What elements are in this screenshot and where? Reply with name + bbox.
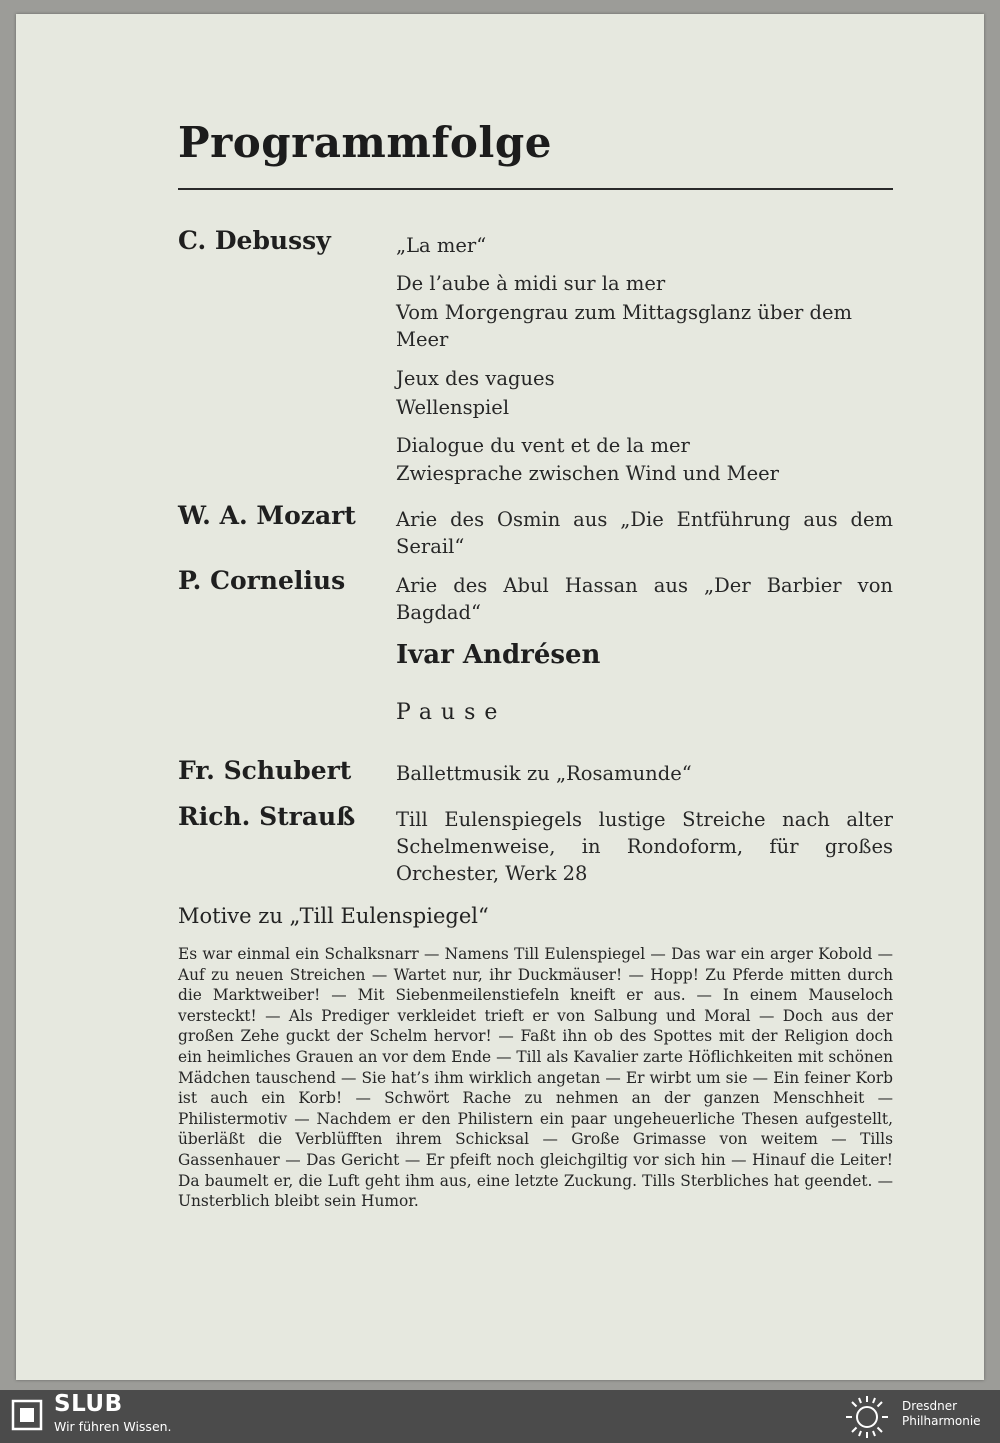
- partner-name-line1: Dresdner: [902, 1399, 958, 1413]
- page-title: Programmfolge: [178, 118, 552, 167]
- work-la-mer-mvt2-de: Wellenspiel: [396, 396, 510, 419]
- singer-name: Ivar Andrésen: [396, 640, 601, 670]
- motive-heading: Motive zu „Till Eulenspiegel“: [178, 904, 489, 928]
- composer-mozart: W. A. Mozart: [178, 501, 356, 530]
- composer-debussy: C. Debussy: [178, 226, 331, 255]
- title-rule: [178, 188, 893, 190]
- work-la-mer-mvt2-fr: Jeux des vagues: [396, 367, 555, 390]
- composer-schubert: Fr. Schubert: [178, 756, 352, 785]
- work-la-mer-mvt1-de: Vom Morgengrau zum Mittagsglanz über dem Meer: [396, 301, 853, 351]
- work-mozart: Arie des Osmin aus „Die Entführung aus dem Serail“: [396, 508, 893, 558]
- dresdner-philharmonie-logo-icon[interactable]: [840, 1394, 894, 1440]
- work-la-mer-mvt3-de: Zwiesprache zwischen Wind und Meer: [396, 462, 780, 485]
- slub-name: SLUB: [54, 1391, 123, 1417]
- work-la-mer-mvt3-fr: Dialogue du vent et de la mer: [396, 434, 690, 457]
- footer-bar: [0, 1390, 1000, 1443]
- partner-name: [902, 1399, 981, 1429]
- partner-name-line2: Philharmonie: [902, 1414, 981, 1428]
- slub-tagline: Wir führen Wissen.: [54, 1419, 172, 1434]
- composer-cornelius: P. Cornelius: [178, 566, 346, 595]
- work-la-mer-mvt1-fr: De l’aube à midi sur la mer: [396, 272, 666, 295]
- work-la-mer-title: „La mer“: [396, 234, 487, 257]
- motive-text: Es war einmal ein Schalksnarr — Namens Till Eulenspiegel — Das war ein arger Kobold — Auf zu neuen Streichen — Wartet nur, ihr Duckmäuser! — Hopp! Zu Pferde mitten durch die Marktweiber! — Mit Siebenmeilenstiefeln kneift er aus. — In einem Mauseloch versteckt! — Als Prediger verkleidet trieft er von Salbung und Moral — Doch aus der großen Zehe guckt der Schelm hervor! — Faßt ihn ob des Spottes mit der Religion doch ein heimliches Grauen an vor dem Ende — Till als Kavalier zarte Höflichkeiten mit schönen Mädchen tauschend — Sie hat’s ihm wirklich angetan — Er wirbt um sie — Ein feiner Korb ist auch ein Korb! — Schwört Rache zu nehmen an der ganzen Menschheit — Philistermotiv — Nachdem er den Philistern ein paar ungeheuerliche Thesen aufgestellt, überläßt die Verblüfften ihrem Schicksal — Große Grimasse von weitem — Tills Gassenhauer — Das Gericht — Er pfeift noch gleichgiltig vor sich hin — Hinauf die Leiter! Da baumelt er, die Luft geht ihm aus, eine letzte Zuckung. Tills Sterbliches hat geendet. — Unsterblich bleibt sein Humor.: [178, 945, 893, 1211]
- work-strauss: Till Eulenspiegels lustige Streiche nach alter Schelmenweise, in Rondoform, für großes Orchester, Werk 28: [396, 808, 893, 885]
- composer-strauss: Rich. Strauß: [178, 802, 356, 831]
- slub-logo-icon[interactable]: [11, 1399, 43, 1431]
- work-cornelius: Arie des Abul Hassan aus „Der Barbier von Bagdad“: [396, 574, 893, 624]
- work-schubert: Ballettmusik zu „Rosamunde“: [396, 762, 692, 785]
- intermission-label: Pause: [396, 700, 507, 725]
